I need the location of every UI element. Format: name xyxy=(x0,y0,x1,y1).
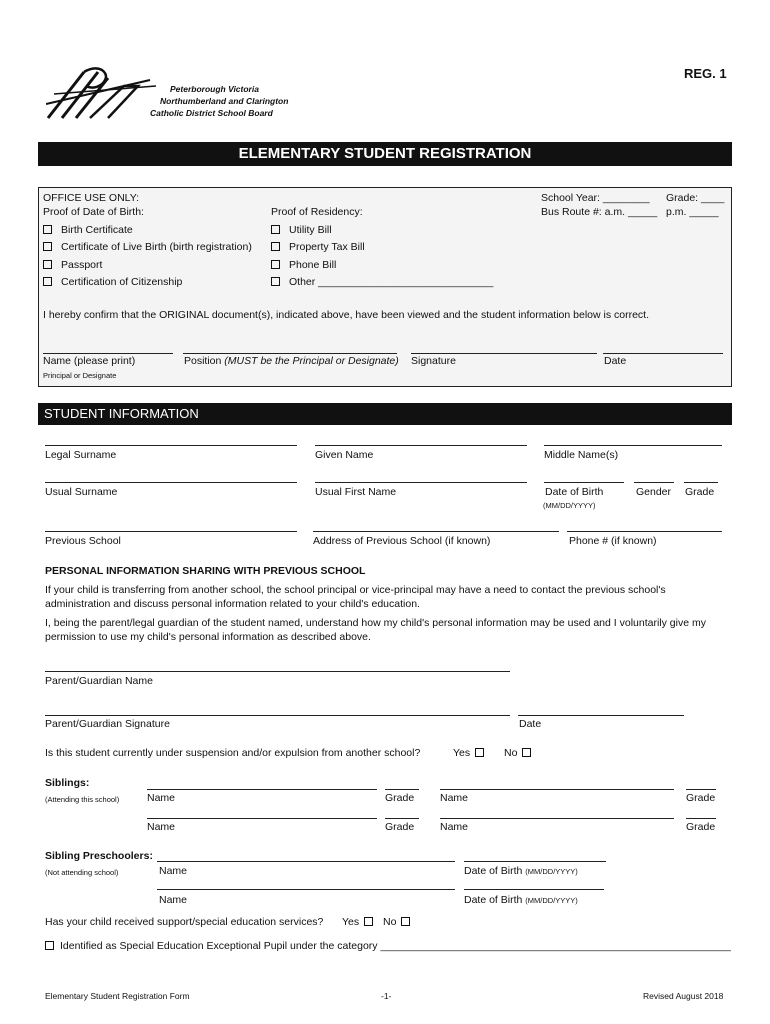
name-label: Name (please print) xyxy=(43,355,136,367)
checkbox-icon[interactable] xyxy=(271,277,280,286)
guardian-signature-line[interactable] xyxy=(45,715,510,716)
sibling-grade-line[interactable] xyxy=(385,789,419,790)
residency-doc-label: Property Tax Bill xyxy=(289,241,365,253)
birth-doc-option[interactable] xyxy=(43,259,102,271)
guardian-date-label: Date xyxy=(519,718,542,730)
legal-surname-line[interactable] xyxy=(45,445,297,446)
signature-label: Signature xyxy=(411,355,456,367)
board-logo xyxy=(46,64,158,124)
form-code: REG. 1 xyxy=(684,66,727,81)
position-line[interactable] xyxy=(183,353,397,354)
checkbox-icon[interactable] xyxy=(475,748,484,757)
yes-label: Yes xyxy=(453,747,471,759)
previous-school-line[interactable] xyxy=(45,531,297,532)
sharing-heading: PERSONAL INFORMATION SHARING WITH PREVIOUS SCHOOL xyxy=(45,565,366,577)
bus-route-am-field[interactable]: Bus Route #: a.m. _____ xyxy=(541,206,658,218)
proof-birth-label: Proof of Date of Birth: xyxy=(43,206,144,218)
phone-line[interactable] xyxy=(567,531,722,532)
preschool-name-label: Name xyxy=(159,894,188,906)
preschool-name-line[interactable] xyxy=(157,861,455,862)
sharing-para1-line1: If your child is transferring from another school, the school principal or vice-principal may have a need to contact the previous school's xyxy=(45,584,666,596)
sibling-grade-label: Grade xyxy=(686,821,716,833)
special-ed-yes-option[interactable] xyxy=(342,916,382,928)
sibling-name-line[interactable] xyxy=(147,789,377,790)
principal-note: Principal or Designate xyxy=(43,371,117,380)
no-label: No xyxy=(504,747,518,759)
birth-doc-label: Certification of Citizenship xyxy=(61,276,183,288)
residency-doc-label: Phone Bill xyxy=(289,259,337,271)
usual-first-name-label: Usual First Name xyxy=(315,486,397,498)
confirmation-text: I hereby confirm that the ORIGINAL document(s), indicated above, have been viewed and the student information below is correct. xyxy=(43,309,650,321)
sibling-grade-line[interactable] xyxy=(385,818,419,819)
legal-surname-label: Legal Surname xyxy=(45,449,117,461)
checkbox-icon[interactable] xyxy=(271,225,280,234)
sibling-name-label: Name xyxy=(147,792,176,804)
previous-address-label: Address of Previous School (if known) xyxy=(313,535,491,547)
usual-surname-label: Usual Surname xyxy=(45,486,118,498)
checkbox-icon[interactable] xyxy=(364,917,373,926)
date-label: Date xyxy=(604,355,627,367)
position-label-text: Position xyxy=(184,355,222,367)
siblings-note: (Attending this school) xyxy=(45,795,120,804)
grade-line[interactable] xyxy=(684,482,718,483)
sibling-grade-label: Grade xyxy=(385,821,415,833)
checkbox-icon[interactable] xyxy=(43,242,52,251)
guardian-name-line[interactable] xyxy=(45,671,510,672)
sharing-para2-line1: I, being the parent/legal guardian of the student named, understand how my child's personal information may be used and I voluntarily give my xyxy=(45,617,706,629)
grade-label: Grade xyxy=(685,486,715,498)
checkbox-icon[interactable] xyxy=(43,277,52,286)
sibling-name-label: Name xyxy=(440,821,469,833)
grade-field[interactable]: Grade: ____ xyxy=(666,192,725,204)
sharing-para1-line2: administration and discuss personal information related to your child's education. xyxy=(45,598,420,610)
suspension-no-option[interactable] xyxy=(504,747,540,759)
suspension-yes-option[interactable] xyxy=(453,747,493,759)
logo-mark-icon xyxy=(46,64,158,124)
special-ed-question: Has your child received support/special education services? xyxy=(45,916,324,928)
signature-line[interactable] xyxy=(411,353,597,354)
sibling-grade-label: Grade xyxy=(385,792,415,804)
siblings-heading: Siblings: xyxy=(45,777,90,789)
sharing-para2-line2: permission to use my child's personal information as described above. xyxy=(45,631,371,643)
previous-address-line[interactable] xyxy=(313,531,559,532)
residency-doc-option[interactable] xyxy=(271,224,332,236)
guardian-date-line[interactable] xyxy=(518,715,684,716)
checkbox-icon[interactable] xyxy=(271,242,280,251)
guardian-signature-label: Parent/Guardian Signature xyxy=(45,718,170,730)
preschool-dob-format: (MM/DD/YYYY) xyxy=(525,867,578,876)
sibling-grade-line[interactable] xyxy=(686,789,716,790)
birth-doc-option[interactable] xyxy=(43,276,182,288)
bus-route-pm-field[interactable]: p.m. _____ xyxy=(666,206,719,218)
checkbox-icon[interactable] xyxy=(401,917,410,926)
office-heading: OFFICE USE ONLY: xyxy=(43,192,140,204)
residency-doc-option[interactable] xyxy=(271,241,365,253)
position-note: (MUST be the Principal or Designate) xyxy=(224,355,399,367)
preschool-dob-text: Date of Birth xyxy=(464,865,523,877)
title-bar xyxy=(38,142,732,166)
sibling-name-label: Name xyxy=(440,792,469,804)
board-name-line2: Northumberland and Clarington xyxy=(160,96,289,106)
suspension-question: Is this student currently under suspension and/or expulsion from another school? xyxy=(45,747,421,759)
preschool-note: (Not attending school) xyxy=(45,868,119,877)
identified-option[interactable] xyxy=(45,940,731,952)
student-info-bar xyxy=(38,403,732,425)
preschool-name-line[interactable] xyxy=(157,889,455,890)
birth-doc-option[interactable] xyxy=(43,224,133,236)
preschool-dob-label xyxy=(464,865,578,877)
preschool-dob-text: Date of Birth xyxy=(464,894,523,906)
footer-form-name: Elementary Student Registration Form xyxy=(45,991,190,1001)
birth-doc-label: Passport xyxy=(61,259,103,271)
birth-doc-label: Certificate of Live Birth (birth registration) xyxy=(61,241,252,253)
page-title: ELEMENTARY STUDENT REGISTRATION xyxy=(238,145,532,162)
special-ed-no-option[interactable] xyxy=(383,916,419,928)
school-year-field[interactable]: School Year: ________ xyxy=(541,192,650,204)
dob-label: Date of Birth xyxy=(545,486,604,498)
sibling-name-label: Name xyxy=(147,821,176,833)
date-line[interactable] xyxy=(603,353,723,354)
residency-doc-label: Other ______________________________ xyxy=(289,276,494,288)
sibling-name-line[interactable] xyxy=(440,789,674,790)
gender-line[interactable] xyxy=(634,482,674,483)
birth-doc-option[interactable] xyxy=(43,241,252,253)
yes-label: Yes xyxy=(342,916,360,928)
sibling-grade-line[interactable] xyxy=(686,818,716,819)
preschool-heading: Sibling Preschoolers: xyxy=(45,850,153,862)
identified-label: Identified as Special Education Exceptional Pupil under the category ____________________________________________________________ xyxy=(60,940,731,952)
no-label: No xyxy=(383,916,397,928)
footer-page-number: -1- xyxy=(381,991,392,1001)
checkbox-icon[interactable] xyxy=(43,225,52,234)
sibling-name-line[interactable] xyxy=(147,818,377,819)
checkbox-icon[interactable] xyxy=(43,260,52,269)
previous-school-label: Previous School xyxy=(45,535,121,547)
preschool-name-label: Name xyxy=(159,865,188,877)
gender-label: Gender xyxy=(636,486,672,498)
birth-doc-label: Birth Certificate xyxy=(61,224,133,236)
proof-residency-label: Proof of Residency: xyxy=(271,206,363,218)
checkbox-icon[interactable] xyxy=(45,941,54,950)
preschool-dob-format: (MM/DD/YYYY) xyxy=(525,896,578,905)
middle-names-label: Middle Name(s) xyxy=(544,449,619,461)
board-name-line1: Peterborough Victoria xyxy=(170,84,259,94)
middle-names-line[interactable] xyxy=(544,445,722,446)
student-info-heading: STUDENT INFORMATION xyxy=(44,406,199,421)
preschool-dob-line[interactable] xyxy=(464,889,604,890)
footer-revision: Revised August 2018 xyxy=(643,991,724,1001)
preschool-dob-label xyxy=(464,894,578,906)
dob-line[interactable] xyxy=(544,482,624,483)
sibling-grade-label: Grade xyxy=(686,792,716,804)
usual-first-name-line[interactable] xyxy=(315,482,527,483)
preschool-dob-line[interactable] xyxy=(464,861,606,862)
phone-label: Phone # (if known) xyxy=(569,535,657,547)
usual-surname-line[interactable] xyxy=(45,482,297,483)
name-line[interactable] xyxy=(43,353,173,354)
residency-doc-option[interactable] xyxy=(271,276,493,288)
residency-doc-option[interactable] xyxy=(271,259,336,271)
checkbox-icon[interactable] xyxy=(271,260,280,269)
given-name-label: Given Name xyxy=(315,449,374,461)
position-label xyxy=(184,355,399,367)
residency-doc-label: Utility Bill xyxy=(289,224,332,236)
sibling-name-line[interactable] xyxy=(440,818,674,819)
given-name-line[interactable] xyxy=(315,445,527,446)
dob-format-hint: (MM/DD/YYYY) xyxy=(543,501,596,510)
board-name-line3: Catholic District School Board xyxy=(150,108,273,118)
checkbox-icon[interactable] xyxy=(522,748,531,757)
guardian-name-label: Parent/Guardian Name xyxy=(45,675,153,687)
